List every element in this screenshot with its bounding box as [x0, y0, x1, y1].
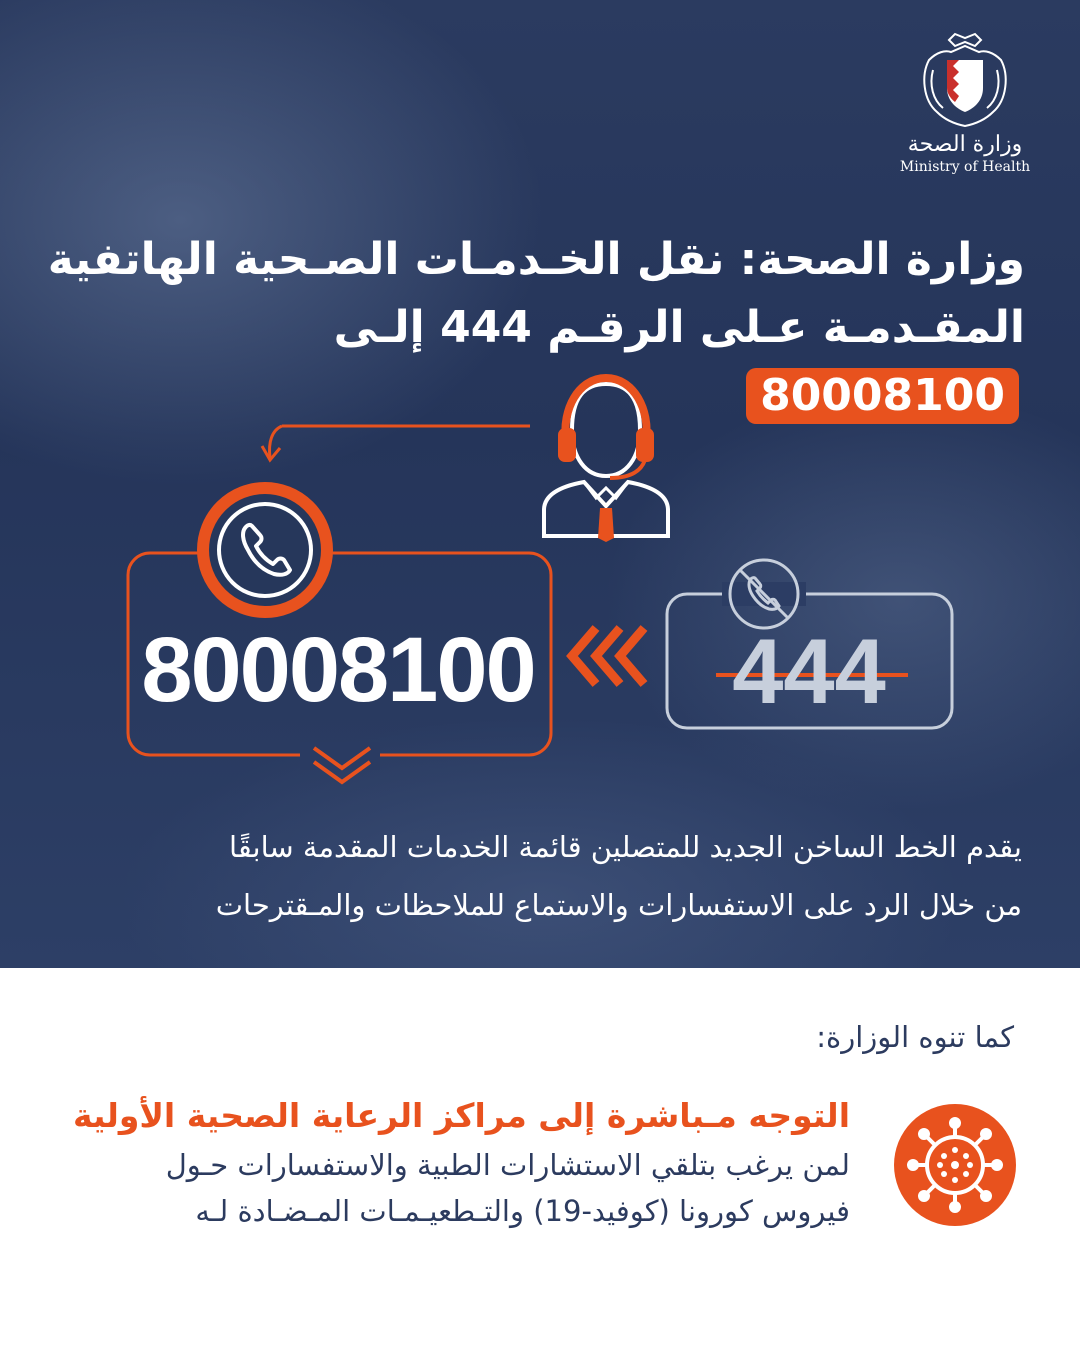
phone-icon — [203, 488, 327, 612]
headline-old-number: 444 — [440, 302, 532, 353]
hotline-diagram — [0, 370, 1080, 810]
bahrain-emblem-icon — [919, 30, 1011, 130]
old-hotline-number: 444 — [732, 621, 886, 723]
ministry-name-english: Ministry of Health — [899, 159, 1031, 175]
description-line-2: من خلال الرد على الاستفسارات والاستماع للملاحظات والمـقترحات — [215, 888, 1022, 922]
arrow-left-icon — [262, 426, 530, 460]
description-line-1: يقدم الخط الساخن الجديد للمتصلين قائمة الخدمات المقدمة سابقًا — [229, 830, 1022, 864]
headline-prefix: المقـدمـة عـلى الرقـم — [547, 302, 1025, 353]
headline-to: إلـى — [333, 302, 425, 353]
ministry-logo — [890, 30, 1040, 195]
virus-icon — [894, 1104, 1016, 1226]
headline-line-1: وزارة الصحة: نقل الخـدمـات الصـحية الهاتفية — [47, 234, 1025, 285]
call-agent-icon — [544, 378, 668, 542]
notice-body-line-2: فيروس كورونا (كوفيد-19) والتـطعيـمـات المـضـادة لـه — [195, 1194, 850, 1228]
notice-title: التوجه مـباشرة إلى مراكز الرعاية الصحية الأولية — [72, 1096, 850, 1135]
notice-body — [50, 1142, 850, 1234]
headline-new-number-badge: 80008100 — [746, 368, 1019, 424]
hotline-description — [42, 818, 1022, 934]
notice-label: كما تنوه الوزارة: — [816, 1020, 1014, 1054]
virus-badge — [894, 1104, 1016, 1226]
chevrons-left-icon — [572, 628, 644, 684]
notice-body-line-1: لمن يرغب بتلقي الاستشارات الطبية والاستفسارات حـول — [165, 1148, 850, 1182]
new-hotline-number: 80008100 — [141, 619, 535, 721]
ministry-name-arabic: وزارة الصحة — [907, 132, 1023, 157]
